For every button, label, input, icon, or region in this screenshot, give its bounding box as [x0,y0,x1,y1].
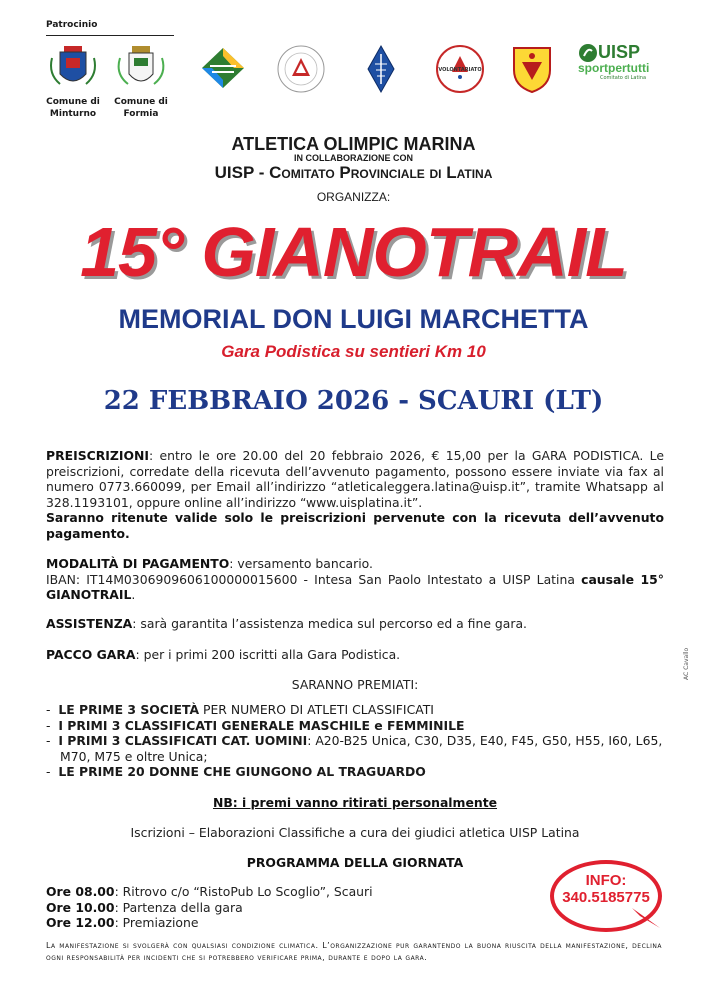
prize-dash-4: - [46,764,51,779]
regional-logo [198,44,248,96]
iban-text: IBAN: IT14M0306909606100000015600 - Intesa San Paolo Intestato a UISP Latina [46,571,582,587]
formia-crest-icon [112,44,170,92]
causale-text: causale 15° GIANOTRAIL [46,571,664,602]
preiscrizioni-note: Saranno ritenute valide solo le preiscrizioni pervenute con la ricevuta dell’avvenuto pagamento. [46,510,664,541]
prize-dash-2: - [46,717,51,733]
uisp-sub-text: sportpertutti [578,61,650,75]
uisp-tiny-text: Comitato di Latina [600,75,647,81]
event-title: 15° GIANOTRAIL [80,213,627,291]
programma-row-1 [46,884,526,900]
uisp-runner-icon [578,43,598,63]
prize-item-2 [46,718,664,734]
uisp-logo [578,42,666,81]
prize-item-1 [46,702,664,718]
patrocinio-label: Patrocinio [46,20,98,30]
programma-row-2-text: : Partenza della gara [114,899,243,915]
programma-row-2-time: Ore 10.00 [46,899,115,915]
pacco-section [46,647,664,663]
memorial-title: MEMORIAL DON LUIGI MARCHETTA [118,304,589,334]
nb-text: NB: i premi vanno ritirati personalmente [212,795,498,810]
nb-note [46,795,664,811]
event-date: 22 FEBBRAIO 2026 - SCAURI (LT) [103,386,604,416]
organizer-line3: UISP - Comitato Provinciale di Latina [214,163,493,182]
programma-heading-text: PROGRAMMA DELLA GIORNATA [246,855,464,870]
preiscrizioni-section [46,448,664,541]
minturno-caption-line2: Minturno [49,109,97,119]
prize-list [46,702,664,780]
minturno-logo [46,44,100,120]
prize-item-2-bold: I PRIMI 3 CLASSIFICATI GENERALE MASCHILE e FEMMINILE [58,717,465,733]
side-credit [683,600,693,680]
uisp-main-text: UISP [598,42,641,62]
premiati-heading: SARANNO PREMIATI: [291,677,419,692]
prize-dash-1: - [46,702,51,717]
volontariato-text: VOLONTARIATO [438,67,482,73]
side-credit-text: AC Cavallo [683,647,690,680]
info-bubble-tail-icon [630,906,664,932]
prize-item-4 [46,764,664,780]
programma-list [46,884,526,931]
organizer-line2: IN COLLABORAZIONE CON [294,153,413,163]
formia-caption-line1: Comune di [114,97,168,107]
protezione-civile-icon [272,44,330,94]
prize-item-3-bold: I PRIMI 3 CLASSIFICATI CAT. UOMINI [58,733,308,748]
info-phone: 340.5185775 [562,889,650,906]
protezione-civile-logo [272,44,330,98]
pagamento-section [46,556,664,603]
prize-item-3-text: : A20-B25 Unica, C30, D35, E40, F45, G50, H55, I60, L65, M70, M75 e oltre Unica; [60,733,663,764]
assistenza-text: : sarà garantita l’assistenza medica sul percorso ed a fine gara. [132,616,527,631]
info-label: INFO: [585,872,627,889]
pacco-text: : per i primi 200 iscritti alla Gara Podistica. [135,647,401,662]
pagamento-label: MODALITÀ DI PAGAMENTO [46,556,230,571]
organizer-line1: ATLETICA OLIMPIC MARINA [231,134,476,154]
preiscrizioni-label: PREISCRIZIONI [46,448,149,463]
minturno-crest-icon [46,44,100,92]
prize-dash-3: - [46,733,51,748]
patrocinio-divider [46,35,174,36]
footnote: La manifestazione si svolgerà con qualsiasi condizione climatica. L’organizzazione pur garantendo la buona riuscita della manifestazione, declina ogni responsabilità per incidenti che si potrebbero verificare prima, durante e dopo la gara. [46,941,662,962]
prize-item-1-bold: LE PRIME 3 SOCIETÀ [58,702,200,717]
programma-row-2 [46,900,526,916]
radio-diamond-icon [364,44,398,94]
programma-row-3-time: Ore 12.00 [46,915,115,930]
pagamento-text: : versamento bancario. [229,556,373,571]
iscrizioni-line: Iscrizioni – Elaborazioni Classifiche a cura dei giudici atletica UISP Latina [130,825,580,840]
prize-item-4-bold: LE PRIME 20 DONNE CHE GIUNGONO AL TRAGUARDO [58,764,426,779]
programma-row-1-text: : Ritrovo c/o “RistoPub Lo Scoglio”, Scauri [114,884,373,899]
assistenza-label: ASSISTENZA [46,616,133,631]
yellow-shield-icon [510,44,554,94]
volontariato-logo [434,44,486,98]
preiscrizioni-text: : entro le ore 20.00 del 20 febbraio 2026, € 15,00 per la GARA PODISTICA. Le preiscrizioni, corredate della ricevuta dell’avvenuto pagamento, possono essere inviate via fax al numero 0773.660099, per Email all’indirizzo “atleticaleggera.latina@uisp.it”, tramite Whatsapp al 328.1193101, oppure online all’indirizzo “www.uisplatina.it”. [46,448,664,510]
pagamento-end: . [131,587,136,602]
yellow-shield-logo [510,44,554,98]
stripes-emblem-icon [198,44,248,92]
assistenza-section [46,616,664,632]
radio-club-logo [364,44,398,98]
programma-row-3-text: : Premiazione [114,915,199,930]
organizer-line4: ORGANIZZA: [316,190,391,204]
prize-item-3 [46,733,664,764]
race-subtitle: Gara Podistica su sentieri Km 10 [221,342,486,361]
programma-row-1-time: Ore 08.00 [46,884,115,899]
formia-caption [112,96,170,120]
formia-logo [112,44,170,120]
minturno-caption-line1: Comune di [46,97,100,107]
pacco-label: PACCO GARA [46,647,136,662]
programma-row-3 [46,915,526,931]
minturno-caption [46,96,100,120]
formia-caption-line2: Formia [123,109,159,119]
prize-item-1-text: PER NUMERO DI ATLETI CLASSIFICATI [199,702,434,717]
